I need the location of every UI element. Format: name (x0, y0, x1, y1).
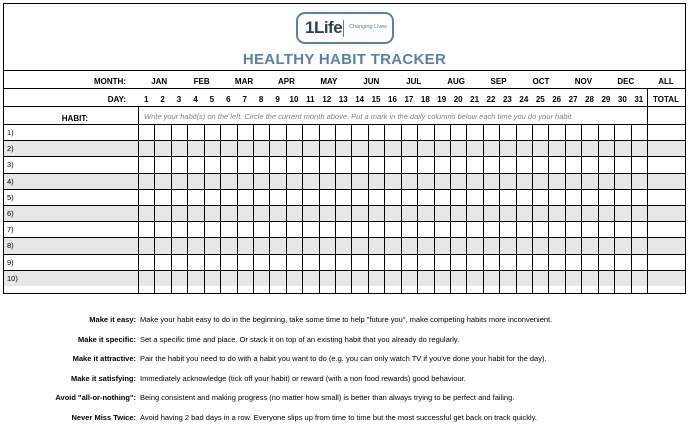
grid-line (4, 237, 685, 238)
day-9: 9 (275, 95, 280, 104)
day-28: 28 (585, 95, 594, 104)
grid-line (4, 140, 685, 141)
tip-text: Make your habit easy to do in the beginning, take some time to help "future you", make competing habits more inconvenient. (140, 315, 553, 324)
grid-line (516, 124, 517, 293)
day-11: 11 (306, 95, 315, 104)
tip-text: Avoid having 2 bad days in a row. Everyone slips up from time to time but the most successful get back on track quickly. (140, 413, 537, 422)
grid-line (466, 124, 467, 293)
day-27: 27 (568, 95, 578, 104)
month-aug: AUG (447, 77, 465, 86)
month-oct: OCT (532, 77, 550, 86)
habit-row-label[interactable]: 7) (7, 225, 14, 235)
row-shade (4, 270, 685, 286)
grid-line (401, 124, 402, 293)
habit-row-label[interactable]: 6) (7, 209, 14, 218)
day-24: 24 (519, 95, 529, 104)
grid-line (647, 88, 648, 293)
tip-label: Avoid "all-or-nothing": (55, 393, 136, 403)
day-21: 21 (470, 95, 480, 104)
grid-line (4, 254, 685, 255)
day-3: 3 (176, 95, 182, 104)
grid-line (631, 124, 632, 293)
day-31: 31 (634, 95, 644, 104)
grid-line (4, 205, 685, 206)
grid-line (434, 124, 435, 293)
logo-divider (343, 20, 344, 37)
grid-line (368, 124, 369, 293)
habit-row-label[interactable]: 8) (7, 241, 14, 251)
header (3, 3, 686, 71)
tracker-grid (3, 70, 686, 294)
grid-line (237, 124, 238, 293)
day-19: 19 (437, 95, 447, 104)
grid-line (614, 124, 615, 293)
grid-line (286, 124, 287, 293)
month-mar: MAR (234, 77, 254, 86)
day-12: 12 (322, 95, 332, 104)
month-all: ALL (658, 77, 674, 86)
page-title: HEALTHY HABIT TRACKER (242, 51, 447, 68)
tip-label: Never Miss Twice: (71, 413, 136, 422)
day-29: 29 (601, 95, 611, 104)
grid-line (548, 124, 549, 293)
row-shade (4, 237, 685, 253)
grid-line (154, 124, 155, 293)
day-25: 25 (535, 95, 545, 104)
tip-label: Make it easy: (89, 315, 136, 324)
grid-line (138, 106, 139, 293)
day-2: 2 (160, 95, 165, 104)
day-5: 5 (209, 95, 215, 104)
day-16: 16 (388, 95, 397, 104)
grid-line (4, 106, 685, 107)
tip-text: Immediately acknowledge (tick off your habit) or reward (with a non food rewards) good behaviour. (140, 373, 466, 383)
month-sep: SEP (490, 77, 507, 86)
day-total: TOTAL (653, 95, 679, 104)
day-26: 26 (552, 95, 562, 104)
day-10: 10 (289, 95, 299, 104)
day-30: 30 (617, 95, 627, 104)
grid-line (565, 124, 566, 293)
grid-line (417, 124, 418, 293)
day-20: 20 (453, 95, 463, 104)
grid-line (532, 124, 533, 293)
day-22: 22 (486, 95, 496, 104)
row-shade (4, 173, 685, 189)
month-may: MAY (320, 77, 338, 86)
grid-line (4, 156, 685, 157)
grid-line (187, 124, 188, 293)
tip-text: Set a specific time and place. Or stack it on top of an existing habit that you already do regularly. (140, 334, 460, 344)
tip-label: Make it satisfying: (70, 373, 136, 383)
grid-line (581, 124, 582, 293)
grid-line (171, 124, 172, 293)
habit-label: HABIT: (61, 114, 88, 123)
month-jul: JUL (406, 77, 422, 86)
grid-line (302, 124, 303, 293)
grid-line (4, 221, 685, 222)
day-23: 23 (502, 95, 512, 104)
day-1: 1 (143, 95, 149, 104)
grid-line (335, 124, 336, 293)
grid-line (450, 124, 451, 293)
grid-line (4, 189, 685, 190)
habit-row-label[interactable]: 2) (7, 144, 14, 154)
grid-line (220, 124, 221, 293)
grid-line (384, 124, 385, 293)
grid-line (351, 124, 352, 293)
tip-text: Being consistent and making progress (no matter how small) is better than always trying to be perfect and failing. (140, 393, 515, 403)
grid-line (483, 124, 484, 293)
logo (296, 12, 394, 44)
month-jun: JUN (363, 77, 380, 86)
grid-line (253, 124, 254, 293)
habit-row-label[interactable]: 5) (7, 192, 14, 202)
grid-line (4, 270, 685, 271)
tip-text: Pair the habit you need to do with a habit you want to do (e.g. you can only watch TV if you've done your habit for the day). (140, 354, 547, 364)
habit-row-label[interactable]: 9) (7, 257, 14, 267)
day-17: 17 (404, 95, 414, 104)
month-feb: FEB (193, 77, 210, 86)
tip-label: Make it specific: (78, 334, 136, 344)
row-shade (4, 140, 685, 156)
grid-line (4, 88, 685, 89)
month-label: MONTH: (94, 77, 126, 86)
grid-line (499, 124, 500, 293)
grid-line (319, 124, 320, 293)
day-4: 4 (193, 95, 198, 104)
day-6: 6 (226, 95, 231, 104)
logo-wordmark: 1Life (305, 18, 343, 37)
tip-label: Make it attractive: (72, 354, 136, 364)
day-13: 13 (338, 95, 348, 104)
day-7: 7 (242, 95, 247, 104)
month-dec: DEC (617, 77, 635, 86)
grid-line (4, 124, 685, 125)
habit-row-label[interactable]: 3) (7, 160, 14, 170)
day-15: 15 (371, 95, 381, 104)
month-jan: JAN (151, 77, 168, 86)
grid-line (269, 124, 270, 293)
month-apr: APR (278, 77, 295, 86)
instructions-text: Write your habit(s) on the left. Circle the current month above. Put a mark in the daily columns below each time you do your habit. (144, 112, 574, 121)
habit-row-label[interactable]: 10) (7, 273, 18, 283)
day-14: 14 (355, 95, 365, 104)
habit-row-label[interactable]: 4) (7, 176, 14, 186)
grid-line (598, 124, 599, 293)
grid-line (4, 173, 685, 174)
grid-line (204, 124, 205, 293)
day-18: 18 (420, 95, 430, 104)
day-8: 8 (258, 95, 264, 104)
habit-row-label[interactable]: 1) (7, 128, 14, 137)
day-label: DAY: (107, 95, 126, 104)
row-shade (4, 205, 685, 221)
logo-tagline: Changing Lives (349, 24, 387, 30)
month-nov: NOV (574, 77, 593, 86)
